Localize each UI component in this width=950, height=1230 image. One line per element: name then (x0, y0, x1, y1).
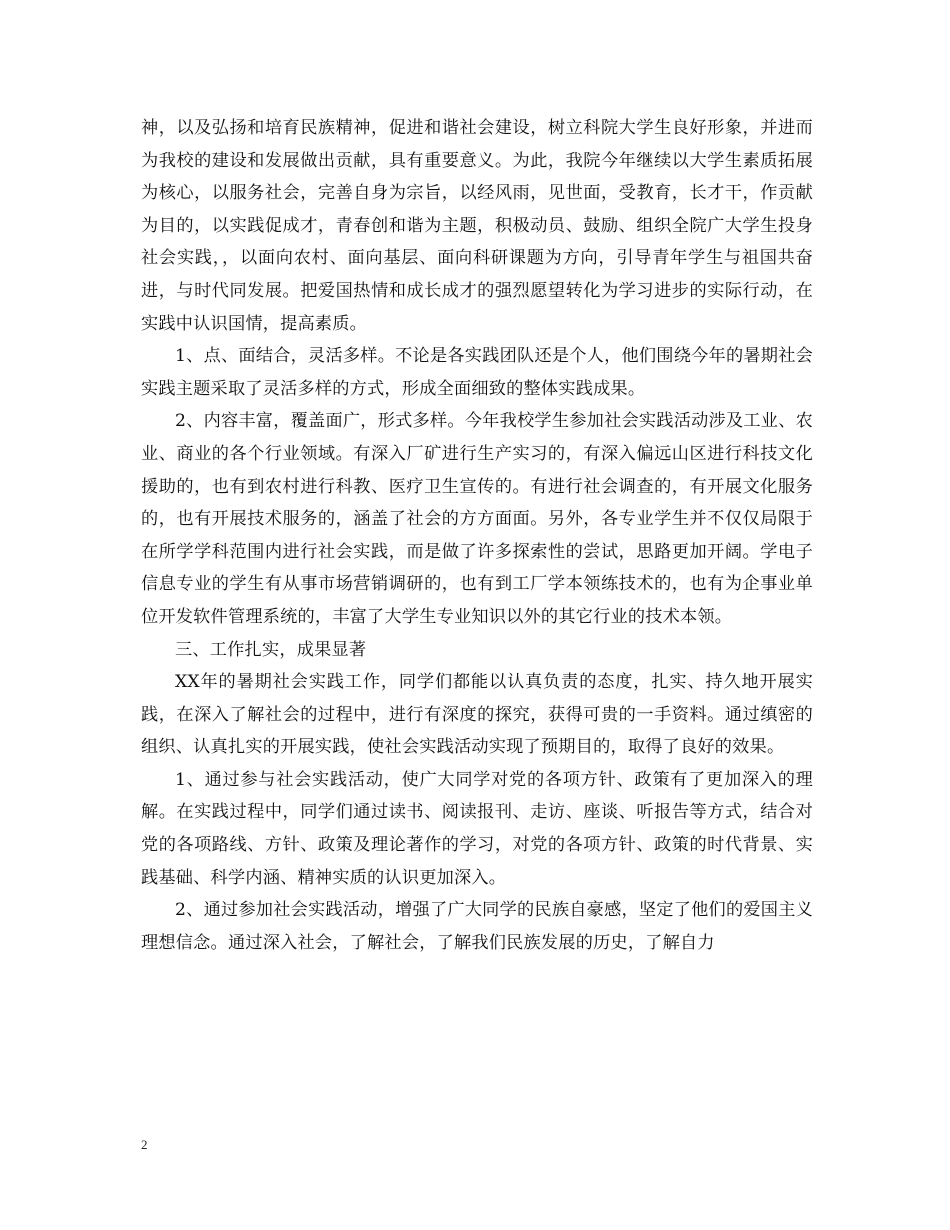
paragraph-7: 2、通过参加社会实践活动，增强了广大同学的民族自豪感，坚定了他们的爱国主义理想信念。通过深入社会，了解社会，了解我们民族发展的历史，了解自力 (141, 900, 813, 953)
paragraph-3: 2、内容丰富，覆盖面广，形式多样。今年我校学生参加社会实践活动涉及工业、农业、商业的各个行业领域。有深入厂矿进行生产实习的，有深入偏远山区进行科技文化援助的，也有到农村进行科教、医疗卫生宣传的。有进行社会调查的，有开展文化服务的，也有开展技术服务的，涵盖了社会的方方面面。另外，各专业学生并不仅仅局限于在所学学科范围内进行社会实践，而是做了许多探索性的尝试，思路更加开阔。学电子信息专业的学生有从事市场营销调研的，也有到工厂学本领练技术的，也有为企事业单位开发软件管理系统的，丰富了大学生专业知识以外的其它行业的技术本领。 (141, 411, 813, 627)
paragraph-5: XX年的暑期社会实践工作，同学们都能以认真负责的态度，扎实、持久地开展实践，在深入了解社会的过程中，进行有深度的探究，获得可贵的一手资料。通过缜密的组织、认真扎实的开展实践，使社会实践活动实现了预期目的，取得了良好的效果。 (141, 672, 813, 758)
paragraph-1: 神，以及弘扬和培育民族精神，促进和谐社会建设，树立科院大学生良好形象，并进而为我校的建设和发展做出贡献，具有重要意义。为此，我院今年继续以大学生素质拓展为核心，以服务社会，完善自身为宗旨，以经风雨，见世面，受教育，长才干，作贡献为目的，以实践促成才，青春创和谐为主题，积极动员、鼓励、组织全院广大学生投身社会实践，，以面向农村、面向基层、面向科研课题为方向，引导青年学生与祖国共奋进，与时代同发展。把爱国热情和成长成才的强烈愿望转化为学习进步的实际行动，在实践中认识国情，提高素质。 (141, 118, 813, 334)
page-number: 2 (141, 1137, 148, 1152)
section-heading: 三、工作扎实，成果显著 (175, 639, 367, 660)
paragraph-6: 1、通过参与社会实践活动，使广大同学对党的各项方针、政策有了更加深入的理解。在实践过程中，同学们通过读书、阅读报刊、走访、座谈、听报告等方式，结合对党的各项路线、方针、政策及理论著作的学习，对党的各项方针、政策的时代背景、实践基础、科学内涵、精神实质的认识更加深入。 (141, 769, 813, 888)
document-body (141, 112, 813, 959)
paragraph-2: 1、点、面结合，灵活多样。不论是各实践团队还是个人，他们围绕今年的暑期社会实践主题采取了灵活多样的方式，形成全面细致的整体实践成果。 (141, 346, 813, 399)
